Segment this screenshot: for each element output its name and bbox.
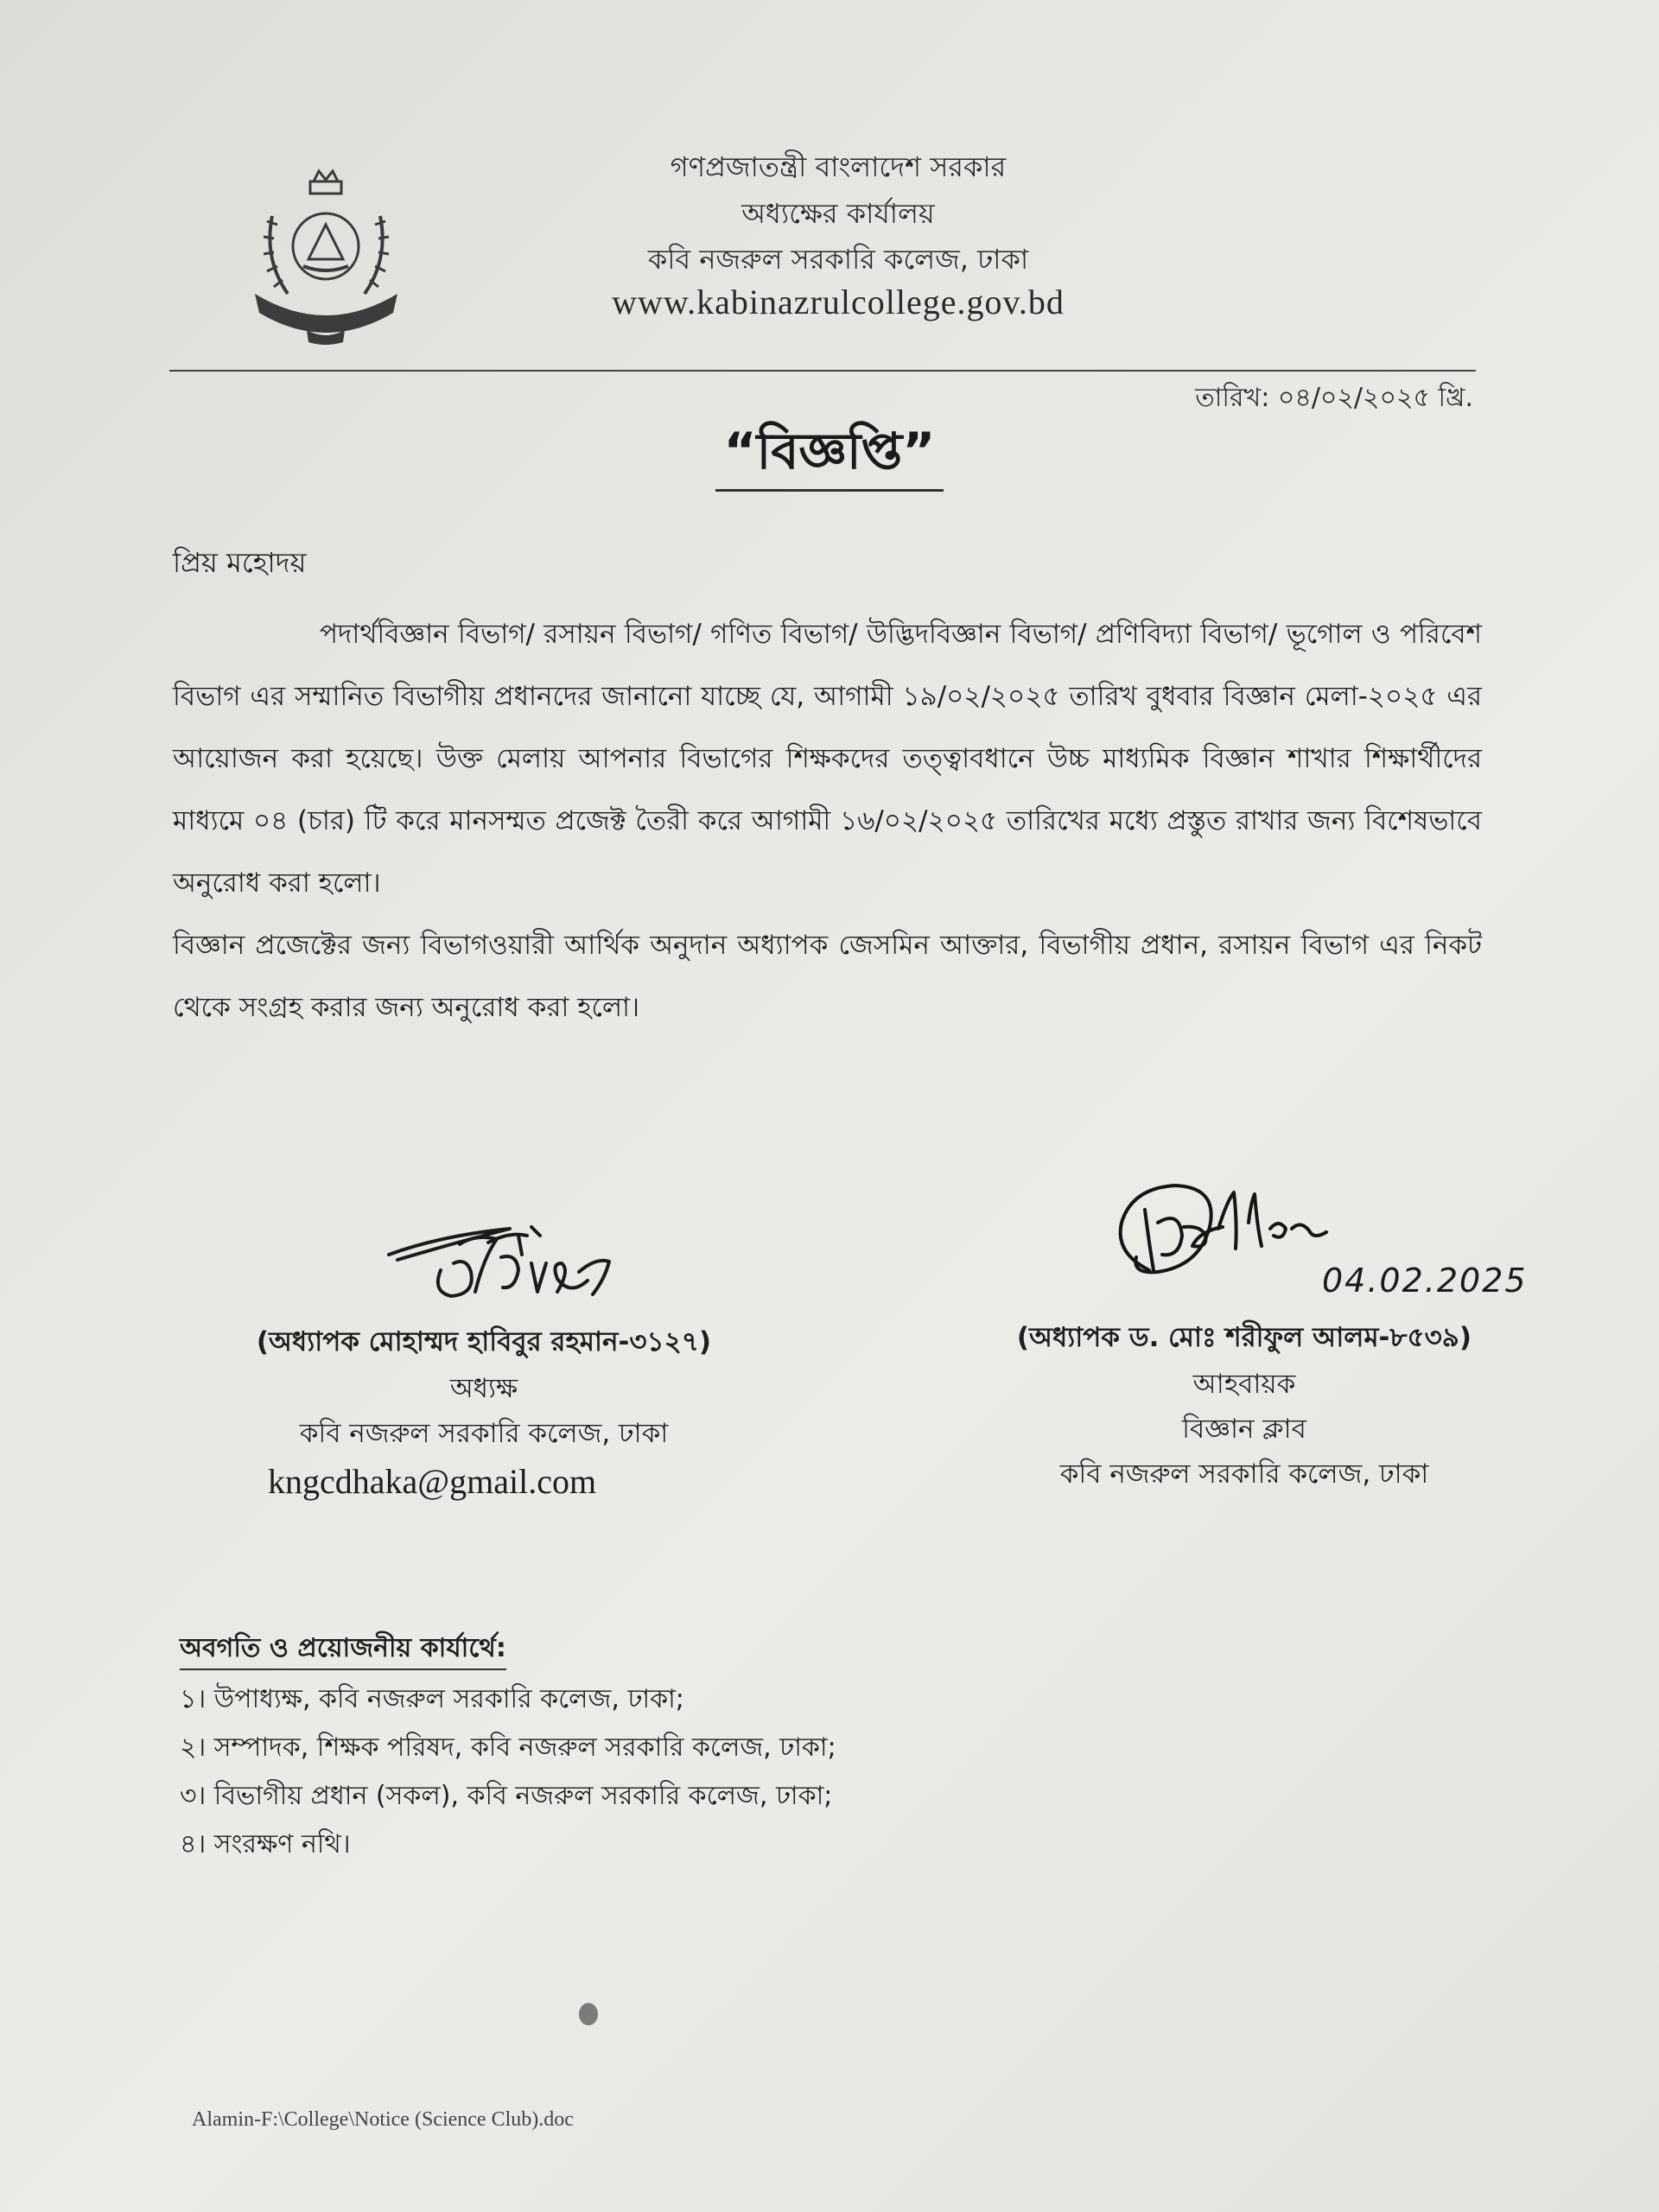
header-office-line: অধ্যক্ষের কার্যালয়: [741, 197, 935, 230]
principal-designation: অধ্যক্ষ: [449, 1373, 518, 1404]
handwritten-date: 04.02.2025: [1322, 1262, 1528, 1300]
college-seal-icon: [246, 164, 406, 350]
body-paragraph-1: পদার্থবিজ্ঞান বিভাগ/ রসায়ন বিভাগ/ গণিত বিভাগ/ উদ্ভিদবিজ্ঞান বিভাগ/ প্রণিবিদ্যা বিভাগ/ ভূগোল ও পরিবেশ বিভাগ এর সম্মানিত বিভাগীয় প্রধানদের জানানো যাচ্ছে যে, আগামী ১৯/০২/২০২৫ তারিখ বুধবার বিজ্ঞান মেলা-২০২৫ এর আয়োজন করা হয়েছে। উক্ত মেলায় আপনার বিভাগের শিক্ষকদের তত্ত্বাবধানে উচ্চ মাধ্যমিক বিজ্ঞান শাখার শিক্ষার্থীদের মাধ্যমে ০৪ (চার) টি করে মানসম্মত প্রজেক্ট তৈরী করে আগামী ১৬/০২/২০২৫ তারিখের মধ্যে প্রস্তুত রাখার জন্য বিশেষভাবে অনুরোধ করা হলো।: [173, 619, 1482, 899]
signatory-convener: [959, 1175, 1529, 1497]
principal-email: kngcdhaka@gmail.com: [268, 1462, 597, 1501]
principal-name: (অধ্যাপক মোহাম্মদ হাবিবুর রহমান-৩১২৭): [256, 1326, 712, 1357]
copy-to-list: [180, 1675, 836, 1869]
header-divider: [169, 370, 1476, 372]
title-container: [0, 422, 1659, 492]
notice-title: “বিজ্ঞপ্তি”: [715, 422, 944, 492]
convener-signature-block: [959, 1175, 1529, 1313]
body-paragraph-2: বিজ্ঞান প্রজেক্টের জন্য বিভাগওয়ারী আর্থিক অনুদান অধ্যাপক জেসমিন আক্তার, বিভাগীয় প্রধান, রসায়ন বিভাগ এর নিকট থেকে সংগ্রহ করার জন্য অনুরোধ করা হলো।: [173, 930, 1482, 1023]
copy-to-title: অবগতি ও প্রয়োজনীয় কার্যার্থে:: [180, 1629, 506, 1670]
signatory-principal: [173, 1210, 795, 1508]
convener-name: (অধ্যাপক ড. মোঃ শরীফুল আলম-৮৫৩৯): [1016, 1322, 1472, 1353]
convener-designation: আহবায়ক: [1192, 1369, 1296, 1400]
notice-body: [173, 603, 1482, 1039]
copy-to-item: ১। উপাধ্যক্ষ, কবি নজরুল সরকারি কলেজ, ঢাকা;: [180, 1684, 684, 1714]
header-government-line: গণপ্রজাতন্ত্রী বাংলাদেশ সরকার: [670, 150, 1007, 183]
signature-icon: [311, 1210, 657, 1318]
copy-to-item: ৪। সংরক্ষণ নথি।: [180, 1829, 351, 1859]
copy-to-item: ২। সম্পাদক, শিক্ষক পরিষদ, কবি নজরুল সরকারি কলেজ, ঢাকা;: [180, 1732, 836, 1763]
principal-institution: কবি নজরুল সরকারি কলেজ, ঢাকা: [299, 1418, 669, 1449]
copy-to-item: ৩। বিভাগীয় প্রধান (সকল), কবি নজরুল সরকারি কলেজ, ঢাকা;: [180, 1781, 833, 1811]
copy-to-section: [180, 1624, 836, 1869]
convener-institution: কবি নজরুল সরকারি কলেজ, ঢাকা: [1059, 1459, 1429, 1490]
header-website: www.kabinazrulcollege.gov.bd: [612, 283, 1065, 321]
header-college-line: কবি নজরুল সরকারি কলেজ, ঢাকা: [647, 243, 1029, 276]
notice-date: তারিখ: ০৪/০২/২০২৫ খ্রি.: [1195, 383, 1473, 413]
salutation: প্রিয় মহোদয়: [173, 546, 307, 579]
ink-blot: [579, 2003, 598, 2025]
footer-file-path: Alamin-F:\College\Notice (Science Club).doc: [192, 2108, 574, 2131]
convener-club: বিজ্ঞান ক্লাব: [1182, 1414, 1306, 1445]
